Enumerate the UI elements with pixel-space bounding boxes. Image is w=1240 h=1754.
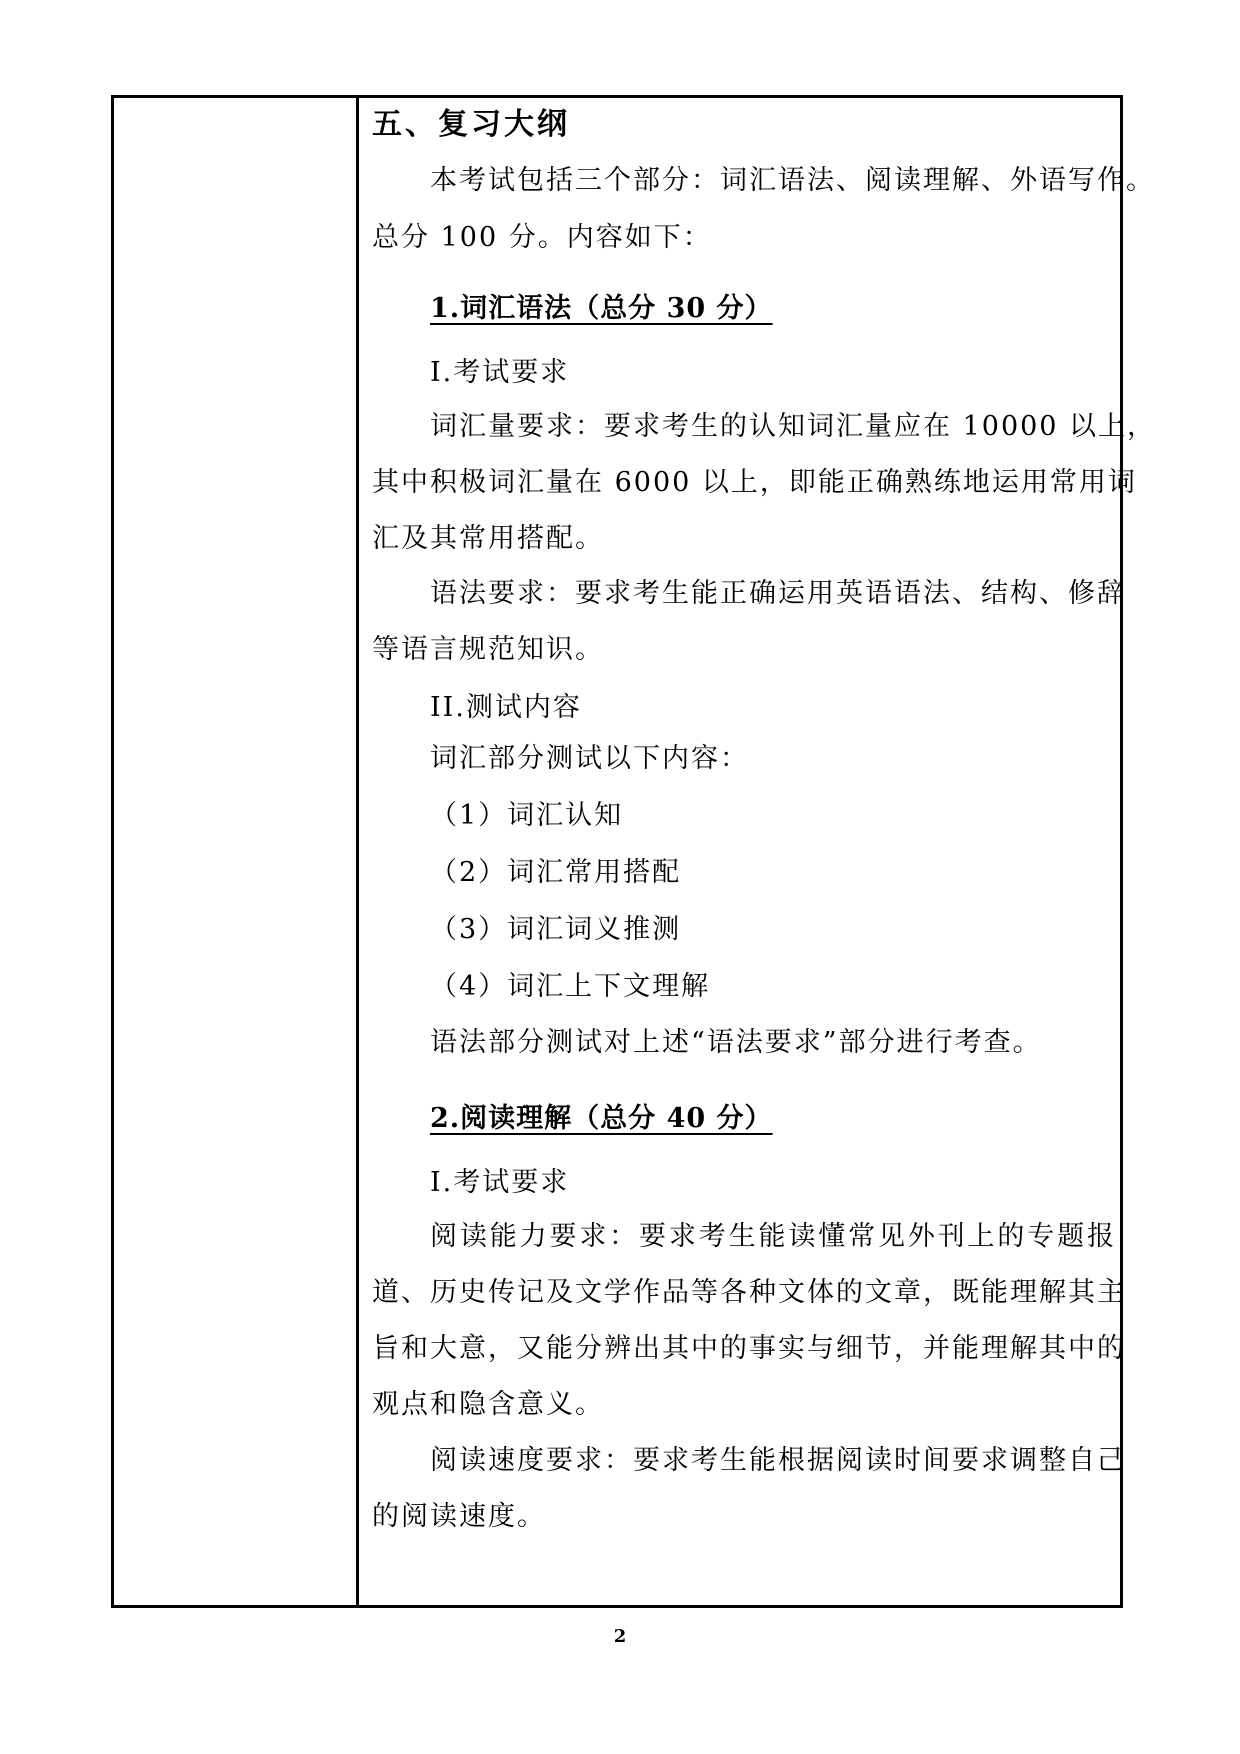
intro-line-2: 总分 100 分。内容如下：: [372, 222, 712, 253]
part1-content-heading: II.测试内容: [430, 692, 582, 723]
grammar-req-line-1: 语法要求：要求考生能正确运用英语语法、结构、修辞: [430, 578, 1126, 609]
vocab-req-line-1: 词汇量要求：要求考生的认知词汇量应在 10000 以上，: [430, 411, 1157, 442]
vocab-test-intro: 词汇部分测试以下内容：: [430, 743, 749, 774]
part2-req-heading: I.考试要求: [430, 1167, 570, 1198]
part1-title: 1.词汇语法（总分 30 分）: [430, 293, 773, 324]
vocab-req-line-2: 其中积极词汇量在 6000 以上，即能正确熟练地运用常用词: [372, 467, 1137, 498]
column-divider: [356, 95, 359, 1608]
ability-req-line-3: 旨和大意，又能分辨出其中的事实与细节，并能理解其中的: [372, 1333, 1126, 1364]
part1-req-heading: I.考试要求: [430, 357, 570, 388]
grammar-req-line-2: 等语言规范知识。: [372, 634, 604, 665]
grammar-test: 语法部分测试对上述“语法要求”部分进行考查。: [430, 1027, 1042, 1058]
ability-req-line-2: 道、历史传记及文学作品等各种文体的文章，既能理解其主: [372, 1277, 1126, 1308]
page-number: 2: [613, 1626, 627, 1647]
vocab-req-line-3: 汇及其常用搭配。: [372, 523, 604, 554]
speed-req-line-1: 阅读速度要求：要求考生能根据阅读时间要求调整自己: [430, 1445, 1126, 1476]
list-item: （3）词汇词义推测: [430, 914, 682, 945]
list-item: （2）词汇常用搭配: [430, 857, 682, 888]
list-item: （4）词汇上下文理解: [430, 971, 711, 1002]
speed-req-line-2: 的阅读速度。: [372, 1501, 546, 1532]
intro-line-1: 本考试包括三个部分：词汇语法、阅读理解、外语写作。: [430, 165, 1155, 196]
ability-req-line-1: 阅读能力要求：要求考生能读懂常见外刊上的专题报: [430, 1221, 1116, 1252]
ability-req-line-4: 观点和隐含意义。: [372, 1389, 604, 1420]
part2-title: 2.阅读理解（总分 40 分）: [430, 1103, 773, 1134]
section-heading: 五、复习大纲: [372, 107, 570, 142]
list-item: （1）词汇认知: [430, 800, 624, 831]
